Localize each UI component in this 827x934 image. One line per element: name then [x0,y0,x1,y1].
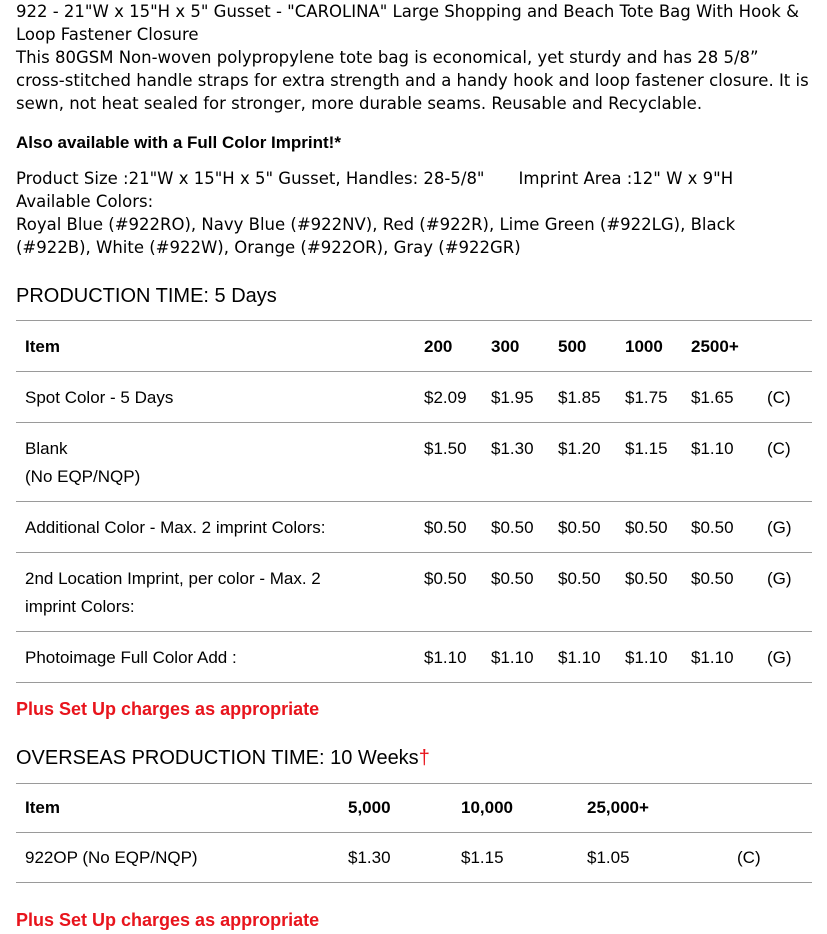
header-qty: 500 [558,321,625,372]
table-row [16,632,812,683]
price-cell: $1.75 [625,372,691,423]
table-row [16,423,812,502]
product-description: This 80GSM Non-woven polypropylene tote bag is economical, yet sturdy and has 28 5/8” cross-stitched handle straps for extra strength and a handy hook and loop fastener closure. It is sewn, not heat sealed for stronger, more durable seams. Reusable and Recyclable. [16,48,809,113]
price-cell: $1.15 [461,833,587,883]
price-cell: $0.50 [491,502,558,553]
price-cell: $2.09 [424,372,491,423]
header-qty: 1000 [625,321,691,372]
price-code: (G) [767,553,812,632]
row-item-label: Additional Color - Max. 2 imprint Colors: [16,502,424,553]
price-code: (G) [767,632,812,683]
table-row [16,553,812,632]
price-cell: $1.95 [491,372,558,423]
overseas-title [16,745,812,771]
product-page [16,0,812,932]
row-item-sublabel: imprint Colors: [25,597,135,616]
row-item-label: Spot Color - 5 Days [16,372,424,423]
production-time-title: PRODUCTION TIME: 5 Days [16,285,277,307]
price-code: (G) [767,502,812,553]
imprint-area: Imprint Area :12" W x 9"H [518,169,734,188]
price-cell: $1.85 [558,372,625,423]
colors-list: Royal Blue (#922RO), Navy Blue (#922NV), Red (#922R), Lime Green (#922LG), Black (#922B), White (#922W), Orange (#922OR), Gray (#922GR) [16,215,736,257]
header-item: Item [16,321,424,372]
price-cell: $1.05 [587,833,737,883]
table-row [16,372,812,423]
price-cell: $1.10 [558,632,625,683]
price-cell: $0.50 [691,502,767,553]
price-cell: $1.10 [691,632,767,683]
header-qty: 10,000 [461,784,587,833]
overseas-setup-charges-note: Plus Set Up charges as appropriate [16,910,320,930]
price-code: (C) [767,372,812,423]
price-cell: $1.50 [424,423,491,502]
row-item-label: 2nd Location Imprint, per color - Max. 2 [25,569,321,588]
price-cell: $1.10 [625,632,691,683]
price-code: (C) [737,833,812,883]
price-cell: $0.50 [491,553,558,632]
table-row [16,833,812,883]
price-cell: $1.10 [691,423,767,502]
header-qty: 25,000+ [587,784,737,833]
header-qty: 200 [424,321,491,372]
price-cell: $0.50 [558,502,625,553]
price-cell: $1.30 [348,833,461,883]
price-cell: $1.15 [625,423,691,502]
table-row [16,502,812,553]
price-cell: $0.50 [625,502,691,553]
header-qty: 2500+ [691,321,767,372]
price-cell: $0.50 [424,502,491,553]
price-cell: $1.30 [491,423,558,502]
overseas-price-table [16,783,812,883]
header-qty: 300 [491,321,558,372]
dagger-mark: † [418,747,430,769]
price-cell: $0.50 [625,553,691,632]
price-cell: $0.50 [691,553,767,632]
row-item-label: Blank [25,439,68,458]
price-cell: $0.50 [424,553,491,632]
header-qty: 5,000 [348,784,461,833]
product-title: 922 - 21"W x 15"H x 5" Gusset - "CAROLINA" Large Shopping and Beach Tote Bag With Hook & Loop Fastener Closure [16,2,799,44]
price-table-header [16,784,812,833]
product-size: Product Size :21"W x 15"H x 5" Gusset, Handles: 28-5/8" [16,169,485,188]
price-code: (C) [767,423,812,502]
header-item: Item [16,784,348,833]
row-item-label: Photoimage Full Color Add : [16,632,424,683]
setup-charges-note: Plus Set Up charges as appropriate [16,699,320,719]
product-specs [16,167,812,259]
row-item-label: 922OP (No EQP/NQP) [16,833,348,883]
price-cell: $1.10 [491,632,558,683]
colors-label: Available Colors: [16,192,154,211]
full-color-note: Also available with a Full Color Imprint!* [16,133,341,152]
row-item-sublabel: (No EQP/NQP) [25,467,141,486]
price-cell: $1.65 [691,372,767,423]
price-cell: $1.20 [558,423,625,502]
price-table-header [16,321,812,372]
overseas-title-text: OVERSEAS PRODUCTION TIME: 10 Weeks [16,747,419,769]
price-cell: $0.50 [558,553,625,632]
price-cell: $1.10 [424,632,491,683]
production-price-table [16,320,812,683]
